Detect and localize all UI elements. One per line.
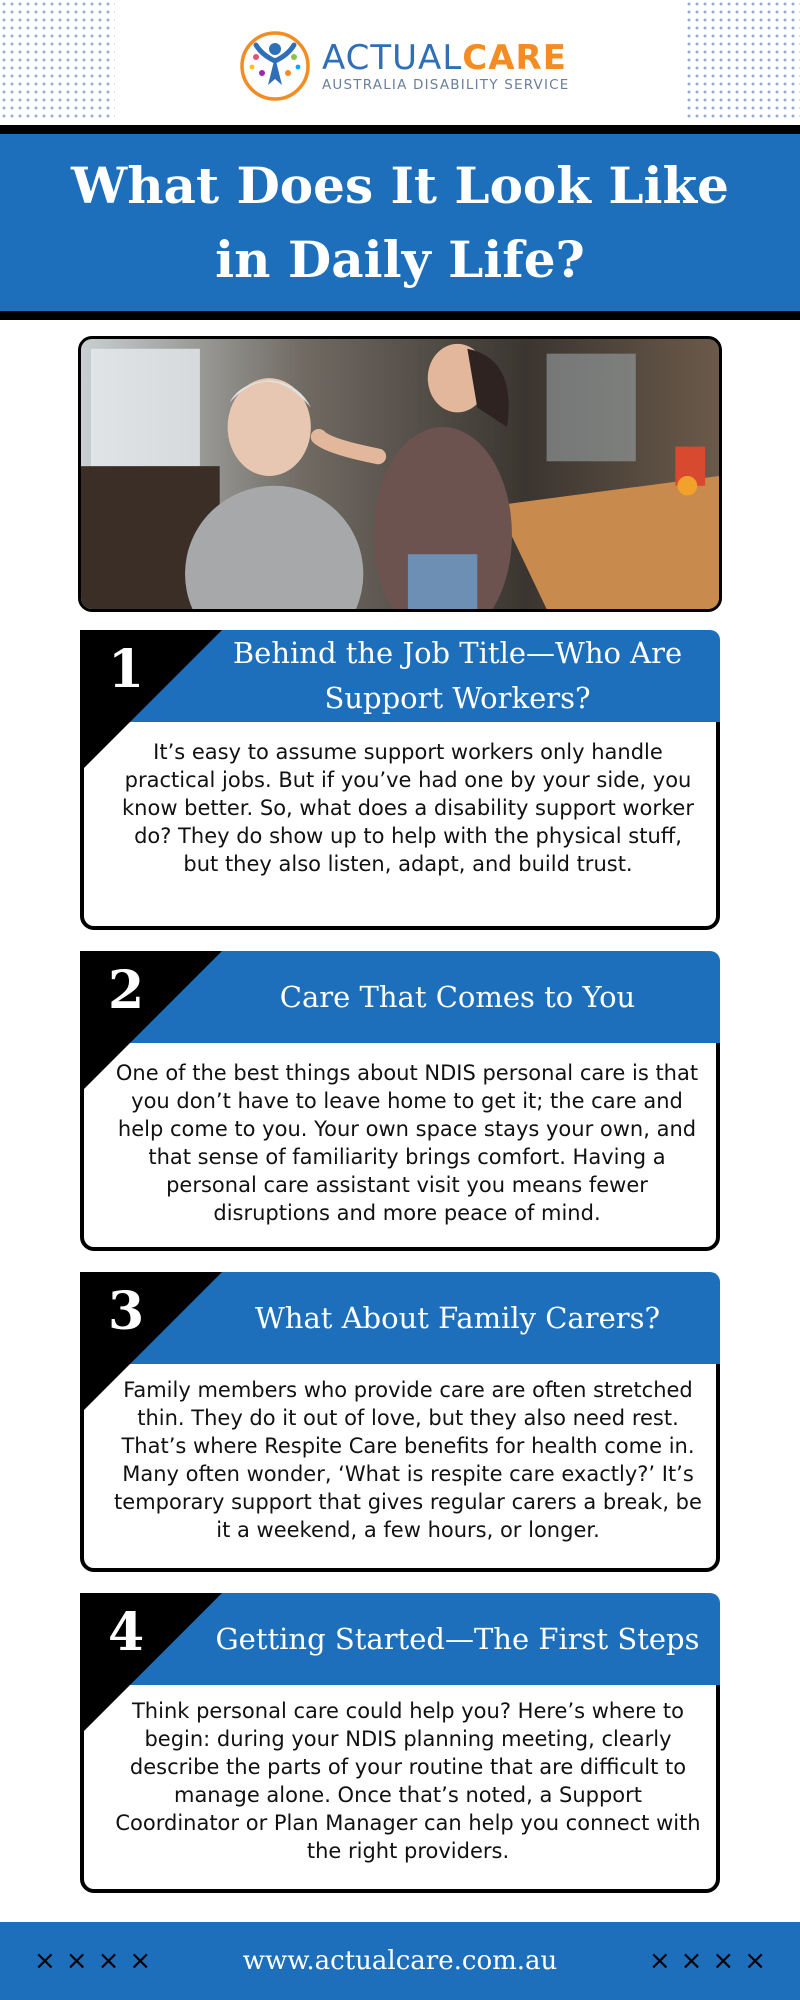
info-card-1 — [80, 630, 720, 930]
brand-tagline: AUSTRALIA DISABILITY SERVICE — [322, 76, 570, 93]
number-corner-shape — [80, 951, 222, 1093]
card-header — [80, 1272, 720, 1364]
brand-name-part1: ACTUAL — [322, 37, 463, 78]
actualcare-logo-icon — [238, 29, 312, 103]
card-title: What About Family Carers? — [254, 1300, 661, 1335]
card-title: Getting Started—The First Steps — [215, 1621, 700, 1656]
card-text: It’s easy to assume support workers only handle practical jobs. But if you’ve had one by your side, you know better. So, what does a disability support worker do? They do show up to help with the physical stuff, but they also listen, adapt, and build trust. — [122, 740, 694, 876]
dot-pattern-left — [0, 0, 115, 120]
website-link[interactable]: www.actualcare.com.au — [242, 1946, 558, 1976]
card-header — [80, 951, 720, 1043]
page-title: What Does It Look Like in Daily Life? — [71, 155, 729, 289]
brand-name — [322, 39, 570, 77]
number-corner-shape — [80, 1593, 222, 1735]
card-number: 3 — [108, 1281, 145, 1342]
card-header — [80, 630, 720, 722]
card-text: Family members who provide care are often stretched thin. They do it out of love, but they also need rest. That’s where Respite Care benefits for health come in. Many often wonder, ‘What is respite care exactly?’ It’s temporary support that gives regular carers a break, be it a weekend, a few hours, or longer. — [114, 1378, 702, 1542]
caregiver-elderly-man-photo-icon — [81, 339, 719, 609]
brand-logo[interactable] — [238, 28, 570, 103]
title-band — [0, 125, 800, 320]
card-text: Think personal care could help you? Here’s where to begin: during your NDIS planning meeting, clearly describe the parts of your routine that are difficult to manage alone. Once that’s noted, a Support Coordinator or Plan Manager can help you connect with the right providers. — [115, 1699, 701, 1863]
card-number: 1 — [108, 639, 145, 700]
brand-name-part2: CARE — [462, 37, 567, 78]
card-title: Behind the Job Title—Who Are Support Workers? — [232, 636, 683, 715]
hero-photo — [78, 336, 722, 612]
info-card-3 — [80, 1272, 720, 1572]
decor-crosses-left: ×××× — [34, 1946, 162, 1976]
info-card-4 — [80, 1593, 720, 1893]
number-corner-shape — [80, 1272, 222, 1414]
card-header — [80, 1593, 720, 1685]
number-corner-shape — [80, 630, 222, 772]
card-text: One of the best things about NDIS personal care is that you don’t have to leave home to get it; the care and help come to you. Your own space stays your own, and that sense of familiarity brings comfort. Having a personal care assistant visit you means fewer disruptions and more peace of mind. — [115, 1061, 699, 1225]
footer — [0, 1922, 800, 2000]
header — [0, 0, 800, 125]
card-title: Care That Comes to You — [279, 979, 636, 1014]
info-card-2 — [80, 951, 720, 1251]
card-number: 2 — [108, 960, 145, 1021]
dot-pattern-right — [685, 0, 800, 120]
decor-crosses-right: ×××× — [648, 1946, 776, 1976]
card-number: 4 — [108, 1602, 145, 1663]
